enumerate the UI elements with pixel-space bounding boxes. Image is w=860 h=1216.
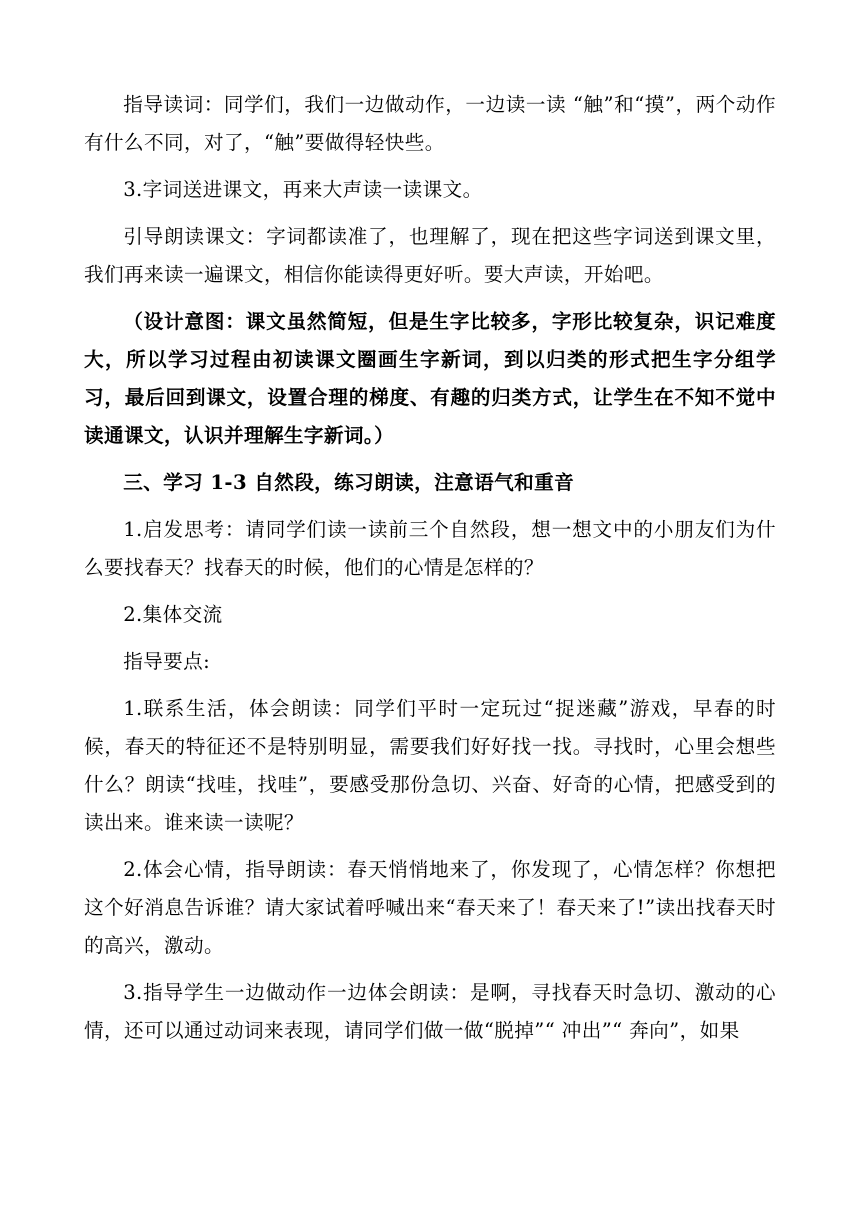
paragraph-point-3: 3.指导学生一边做动作一边体会朗读：是啊，寻找春天时急切、激动的心情，还可以通过动词来表现，请同学们做一做“脱掉”“ 冲出”“ 奔向”，如果 xyxy=(84,981,776,1043)
document-page xyxy=(84,86,776,1051)
paragraph-point-1: 1.联系生活，体会朗读：同学们平时一定玩过“捉迷藏”游戏，早春的时候，春天的特征还不是特别明显，需要我们好好找一找。寻找时，心里会想些什么？朗读“找哇，找哇”，要感受那份急切、兴奋、好奇的心情，把感受到的读出来。谁来读一读呢？ xyxy=(84,696,776,835)
paragraph-design-intent: （设计意图：课文虽然简短，但是生字比较多，字形比较复杂，识记难度大，所以学习过程由初读课文圈画生字新词，到以归类的形式把生字分组学习，最后回到课文，设置合理的梯度、有趣的归类方式，让学生在不知不觉中读通课文，认识并理解生字新词。） xyxy=(84,309,776,448)
paragraph-guidance-points: 指导要点: xyxy=(123,649,211,673)
paragraph-step-3: 3.字词送进课文，再来大声读一读课文。 xyxy=(123,178,483,201)
paragraph-group-discussion: 2.集体交流 xyxy=(123,603,223,626)
paragraph-point-2: 2.体会心情，指导朗读：春天悄悄地来了，你发现了，心情怎样？你想把这个好消息告诉谁？请大家试着呼喊出来“春天来了！春天来了!”读出找春天时的高兴，激动。 xyxy=(84,858,776,958)
paragraph-inspire-thinking: 1.启发思考：请同学们读一读前三个自然段，想一想文中的小朋友们为什么要找春天？找春天的时候，他们的心情是怎样的？ xyxy=(84,518,776,580)
paragraph-guided-reading: 引导朗读课文：字词都读准了，也理解了，现在把这些字词送到课文里，我们再来读一遍课文，相信你能读得更好听。要大声读，开始吧。 xyxy=(84,224,776,286)
paragraph-reading-words: 指导读词：同学们，我们一边做动作，一边读一读 “触”和“摸”，两个动作有什么不同，对了，“触”要做得轻快些。 xyxy=(84,93,776,155)
section-heading-3: 三、学习 1-3 自然段，练习朗读，注意语气和重音 xyxy=(123,471,575,495)
